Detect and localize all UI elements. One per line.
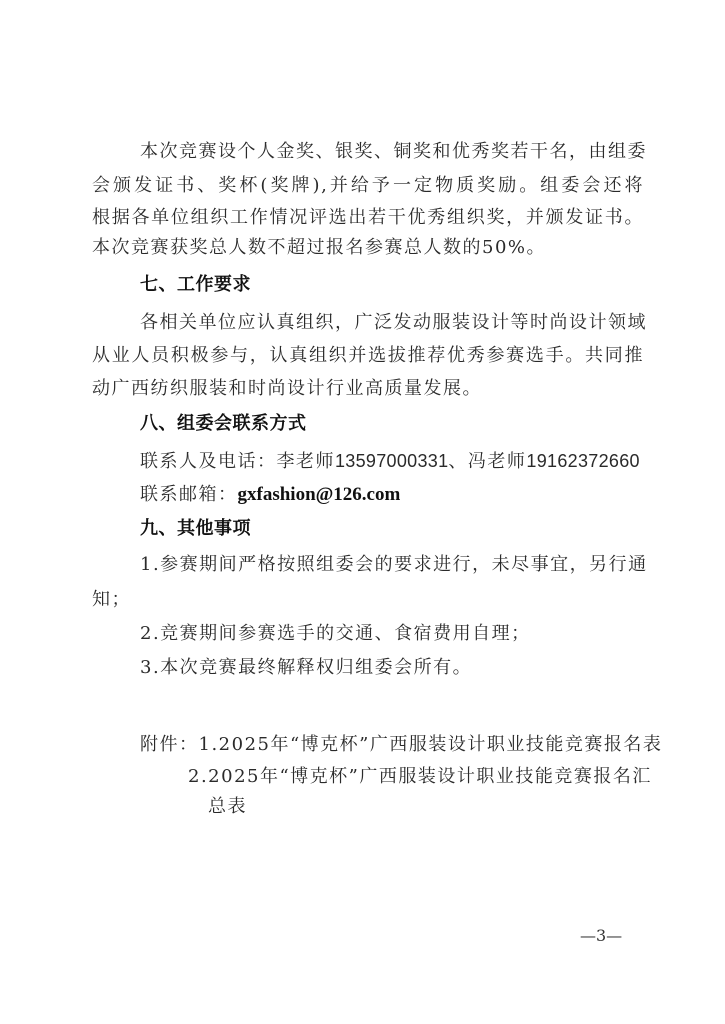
- section-heading-work-requirements: 七、工作要求: [140, 274, 251, 295]
- attachment-item-2-line-2: 总表: [208, 796, 247, 817]
- other-item-3: 3.本次竞赛最终解释权归组委会所有。: [140, 657, 473, 678]
- section-heading-other-matters: 九、其他事项: [140, 518, 251, 539]
- attachment-item-1: 附件：1.2025年“博克杯”广西服装设计职业技能竞赛报名表: [140, 734, 663, 755]
- contact-phone-1: 13597000331: [335, 451, 449, 471]
- paragraph-awards-line-1: 本次竞赛设个人金奖、银奖、铜奖和优秀奖若干名，由组委: [140, 141, 647, 162]
- contact-phone-line: [140, 449, 644, 474]
- other-item-1-line-2: 知；: [92, 589, 131, 610]
- other-item-1-line-1: 1.参赛期间严格按照组委会的要求进行，未尽事宜，另行通: [140, 554, 648, 575]
- email-address: gxfashion@126.com: [237, 484, 401, 505]
- contact-label: 联系人及电话：: [140, 451, 277, 472]
- contact-email-line: [140, 483, 644, 507]
- section-heading-contact: 八、组委会联系方式: [140, 413, 307, 434]
- contact-phone-2: 19162372660: [526, 451, 640, 471]
- paragraph-work-line-2: 从业人员积极参与，认真组织并选拔推荐优秀参赛选手。共同推: [92, 345, 644, 366]
- paragraph-work-line-1: 各相关单位应认真组织，广泛发动服装设计等时尚设计领域: [140, 312, 647, 333]
- page-number: —3—: [580, 926, 623, 945]
- email-label: 联系邮箱：: [140, 484, 238, 505]
- paragraph-awards-line-4: 本次竞赛获奖总人数不超过报名参赛总人数的50%。: [92, 237, 547, 258]
- attachment-item-2-line-1: 2.2025年“博克杯”广西服装设计职业技能竞赛报名汇: [188, 766, 652, 787]
- contact-person-1: 李老师: [276, 451, 335, 472]
- other-item-2: 2.竞赛期间参赛选手的交通、食宿费用自理；: [140, 623, 531, 644]
- contact-separator: 、: [448, 451, 468, 472]
- paragraph-awards-line-2: 会颁发证书、奖杯(奖牌),并给予一定物质奖励。组委会还将: [92, 175, 644, 196]
- contact-person-2: 冯老师: [467, 451, 527, 472]
- paragraph-work-line-3: 动广西纺织服装和时尚设计行业高质量发展。: [92, 378, 482, 399]
- paragraph-awards-line-3: 根据各单位组织工作情况评选出若干优秀组织奖，并颁发证书。: [92, 207, 644, 228]
